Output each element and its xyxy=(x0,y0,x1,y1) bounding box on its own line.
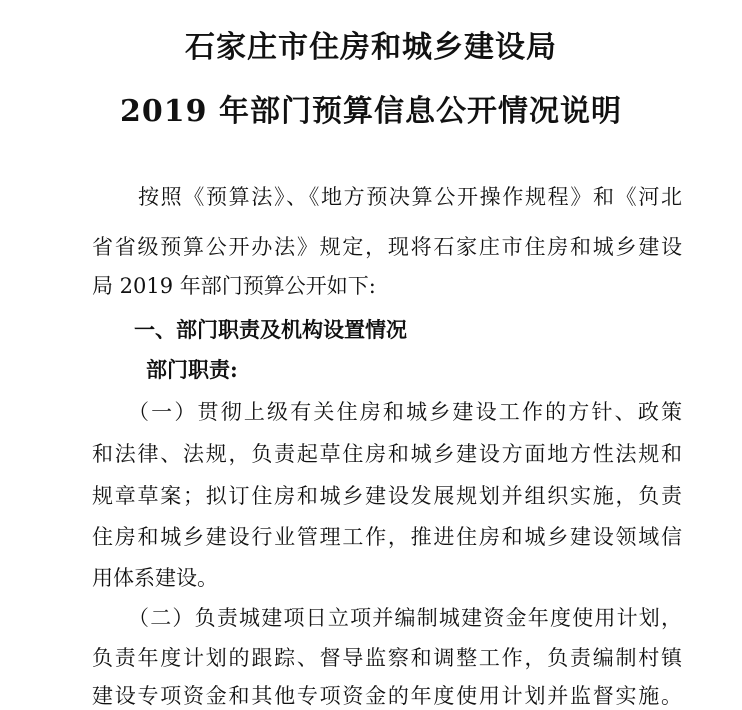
paragraph-line: 用体系建设。 xyxy=(92,566,218,590)
intro-line: 按照《预算法》、《地方预决算公开操作规程》和《河北 xyxy=(138,185,682,209)
section-heading: 一、部门职责及机构设置情况 xyxy=(134,317,407,342)
paragraph-line: 建设专项资金和其他专项资金的年度使用计划并监督实施。 xyxy=(92,684,682,708)
paragraph-line: （二）负责城建项日立项并编制城建资金年度使用计划， xyxy=(128,606,682,630)
intro-line: 局 2019 年部门预算公开如下: xyxy=(92,274,376,298)
paragraph-line: 和法律、法规，负责起草住房和城乡建设方面地方性法规和 xyxy=(92,442,682,466)
intro-line: 省省级预算公开办法》规定，现将石家庄市住房和城乡建设 xyxy=(92,235,682,259)
section-subheading: 部门职责: xyxy=(146,357,238,382)
paragraph-line: （一）贯彻上级有关住房和城乡建设工作的方针、政策 xyxy=(128,400,682,424)
document-title: 石家庄市住房和城乡建设局 xyxy=(185,30,557,65)
paragraph-line: 负责年度计划的跟踪、督导监察和调整工作，负责编制村镇 xyxy=(92,646,682,670)
paragraph-line: 住房和城乡建设行业管理工作，推进住房和城乡建设领域信 xyxy=(92,525,682,549)
document-subtitle: 2019 年部门预算信息公开情况说明 xyxy=(120,94,622,129)
paragraph-line: 规章草案；拟订住房和城乡建设发展规划并组织实施，负责 xyxy=(92,484,682,508)
